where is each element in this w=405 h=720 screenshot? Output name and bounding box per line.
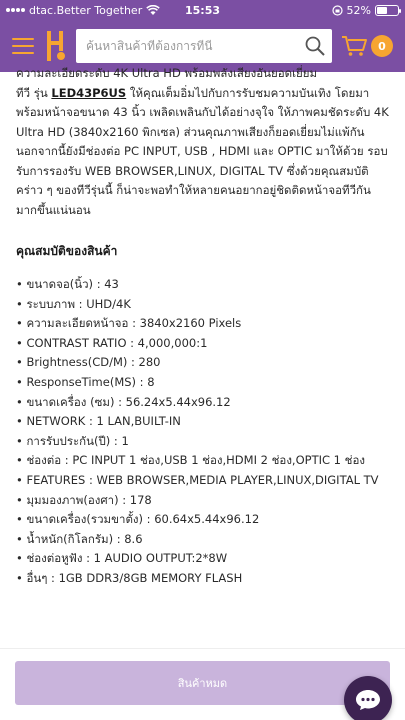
spec-item: • NETWORK : 1 LAN,BUILT-IN: [16, 412, 389, 432]
intro-text: ให้คุณเต็มอิ่มไปกับการรับชมความบันเทิง โดยมาพร้อมหน้าจอขนาด 43 นิ้ว เพลิดเพลินกับได้อย่างจุใจ ให้ภาพคมชัดระดับ 4K Ultra HD (3840x2160 พิกเซล) ส่วนคุณภาพเสียงก็ยอดเยี่ยมไม่แพ้กัน นอกจากนี้ยังมีช่องต่อ PC INPUT, USB , HDMI และ OPTIC มาให้ด้วย รอบรับการรองรับ WEB BROWSER,LINUX, DIGITAL TV ซึ่งด้วยคุณสมบัติคร่าว ๆ ของทีวีรุ่นนี้ ก็น่าจะพอทำให้หลายคนอยากอยู่ชิดติดหน้าจอทีวีกันมากขึ้นแน่นอน: [16, 85, 389, 217]
spec-item: • อื่นๆ : 1GB DDR3/8GB MEMORY FLASH: [16, 569, 389, 589]
intro-line-0: ความละเอียดระดับ 4K Ultra HD พร้อมพลังเสียงอันยอดเยี่ยม: [16, 66, 318, 80]
wifi-icon: [146, 5, 160, 16]
spec-item: • ช่องต่อหูฟัง : 1 AUDIO OUTPUT:2*8W: [16, 549, 389, 569]
spec-title: คุณสมบัติของสินค้า: [16, 244, 118, 258]
battery-percent: 52%: [346, 3, 371, 17]
spec-item: • มุมมองภาพ(องศา) : 178: [16, 491, 389, 511]
spec-item: • ขนาดเครื่อง (ซม) : 56.24x5.44x96.12: [16, 393, 389, 413]
spec-item: • ช่องต่อ : PC INPUT 1 ช่อง,USB 1 ช่อง,HDMI 2 ช่อง,OPTIC 1 ช่อง: [16, 451, 389, 471]
signal-icon: [6, 8, 25, 12]
spec-item: • CONTRAST RATIO : 4,000,000:1: [16, 334, 389, 354]
intro-prefix: ทีวี รุ่น: [16, 85, 52, 100]
spec-item: • ระบบภาพ : UHD/4K: [16, 295, 389, 315]
status-bar: [0, 0, 405, 20]
spec-item: • Brightness(CD/M) : 280: [16, 353, 389, 373]
clock: 15:53: [184, 3, 220, 17]
brand-logo-icon[interactable]: [42, 29, 68, 63]
search-input[interactable]: [86, 39, 304, 53]
search-icon[interactable]: [304, 35, 326, 57]
battery-icon: [375, 5, 399, 16]
spec-item: • ขนาดเครื่อง(รวมขาตั้ง) : 60.64x5.44x96.12: [16, 510, 389, 530]
spec-item: • ความละเอียดหน้าจอ : 3840x2160 Pixels: [16, 314, 389, 334]
carrier-name: dtac.Better Together: [29, 3, 143, 17]
status-left: [6, 4, 160, 17]
sold-out-button[interactable]: สินค้าหมด: [15, 661, 390, 705]
cart-icon[interactable]: [340, 34, 368, 58]
model-link[interactable]: LED43P6US: [51, 85, 127, 100]
cart-button[interactable]: [340, 34, 393, 58]
spec-list: [16, 275, 389, 589]
hamburger-icon[interactable]: [12, 38, 34, 54]
spec-item: • FEATURES : WEB BROWSER,MEDIA PLAYER,LINUX,DIGITAL TV: [16, 471, 389, 491]
status-right: [332, 4, 399, 17]
spec-item: • ขนาดจอ(นิ้ว) : 43: [16, 275, 389, 295]
spec-item: • การรับประกัน(ปี) : 1: [16, 432, 389, 452]
cart-count-badge: 0: [371, 35, 393, 57]
chat-icon[interactable]: [354, 688, 382, 712]
product-intro: [16, 64, 389, 220]
spec-item: • ResponseTime(MS) : 8: [16, 373, 389, 393]
bottom-action-bar: [0, 648, 405, 720]
orientation-lock-icon: [332, 5, 343, 16]
chat-button[interactable]: [344, 676, 392, 720]
product-description: [0, 66, 405, 589]
search-box[interactable]: [76, 29, 332, 63]
spec-item: • น้ำหนัก(กิโลกรัม) : 8.6: [16, 530, 389, 550]
